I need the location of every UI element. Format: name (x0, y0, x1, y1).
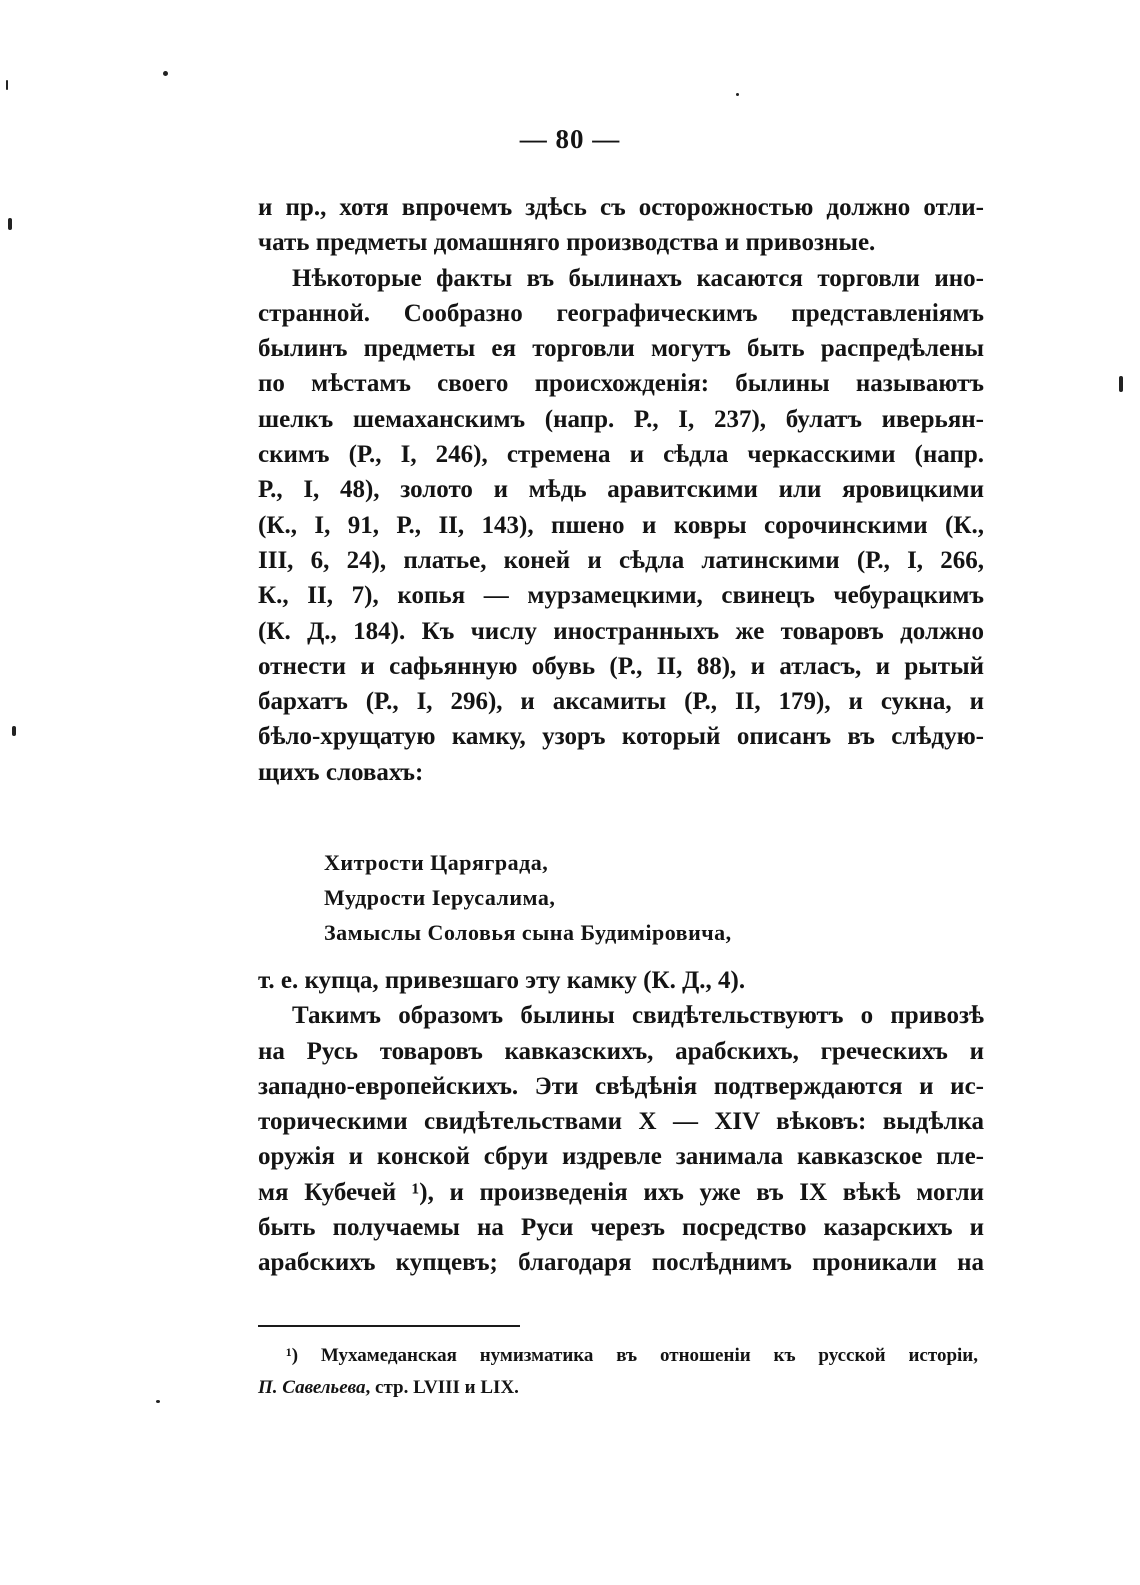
main-text-top (258, 190, 984, 790)
footnote-line: ¹) Мухамеданская нумизматика въ отношеніи къ русской исторіи, (286, 1345, 978, 1366)
text-line: шелкъ шемаханскимъ (напр. Р., I, 237), булатъ иверьян- (258, 405, 984, 433)
text-line: отнести и сафьянную обувь (Р., II, 88), и атласъ, и рытый (258, 652, 984, 680)
text-line: Р., I, 48), золото и мѣдь аравитскими или яровицкими (258, 476, 984, 504)
footnote-citation: , стр. LVIII и LIX. (365, 1377, 519, 1398)
text-line: оружія и конской сбруи издревле занимала кавказское пле- (258, 1143, 984, 1171)
text-line: торическими свидѣтельствами X — XIV вѣковъ: выдѣлка (258, 1108, 984, 1136)
text-line: (К., I, 91, Р., II, 143), пшено и ковры сорочинскими (К., (258, 511, 984, 539)
text-line: щихъ словахъ: (258, 758, 424, 786)
text-line: Нѣкоторые факты въ былинахъ касаются торговли ино- (292, 264, 984, 292)
text-line: быть получаемы на Руси черезъ посредство казарскихъ и (258, 1214, 984, 1242)
footnote (258, 1340, 978, 1404)
text-line: (К. Д., 184). Къ числу иностранныхъ же товаровъ должно (258, 617, 984, 645)
verse-line: Хитрости Царяграда, (324, 850, 549, 875)
text-line: бѣло-хрущатую камку, узоръ который описанъ въ слѣдую- (258, 723, 984, 751)
text-line: К., II, 7), копья — мурзамецкими, свинецъ чебурацкимъ (258, 582, 984, 610)
scan-speck (6, 80, 8, 90)
verse-line: Мудрости Іерусалима, (324, 885, 556, 910)
footnote-author: П. Савельева (258, 1377, 366, 1398)
footnote-separator (258, 1325, 520, 1327)
text-line: т. е. купца, привезшаго эту камку (К. Д., 4). (258, 967, 746, 994)
text-line: Такимъ образомъ былины свидѣтельствуютъ о привозѣ (292, 1002, 984, 1030)
text-line: западно-европейскихъ. Эти свѣдѣнія подтверждаются и ис- (258, 1072, 984, 1100)
text-line: III, 6, 24), платье, коней и сѣдла латинскими (Р., I, 266, (258, 546, 984, 574)
text-line: чать предметы домашняго производства и привозные. (258, 229, 876, 257)
scan-speck (156, 1400, 160, 1403)
text-line: по мѣстамъ своего происхожденія: былины называютъ (258, 370, 984, 398)
verse-line: Замыслы Соловья сына Будиміровича, (324, 920, 732, 945)
scan-speck (736, 93, 739, 96)
scan-speck (12, 726, 16, 736)
scan-speck (163, 71, 168, 76)
text-line: и пр., хотя впрочемъ здѣсь съ осторожностью должно отли- (258, 194, 984, 221)
text-line: мя Кубечей ¹), и произведенія ихъ уже въ IX вѣкѣ могли (258, 1178, 984, 1206)
text-line: былинъ предметы ея торговли могутъ быть распредѣлены (258, 335, 984, 363)
page-number: — 80 — (519, 124, 621, 154)
main-text-bottom (258, 963, 984, 1281)
scan-speck (8, 218, 12, 230)
text-line: бархатъ (Р., I, 296), и аксамиты (Р., II, 179), и сукна, и (258, 688, 984, 716)
text-line: странной. Сообразно географическимъ представленіямъ (258, 299, 984, 327)
text-line: скимъ (Р., I, 246), стремена и сѣдла черкасскими (напр. (258, 441, 984, 469)
scan-speck (1119, 376, 1123, 392)
verse-quote (324, 845, 732, 950)
text-line: арабскихъ купцевъ; благодаря послѣднимъ проникали на (258, 1249, 984, 1277)
footnote-line (258, 1372, 978, 1404)
text-line: на Русь товаровъ кавказскихъ, арабскихъ, греческихъ и (258, 1037, 984, 1065)
